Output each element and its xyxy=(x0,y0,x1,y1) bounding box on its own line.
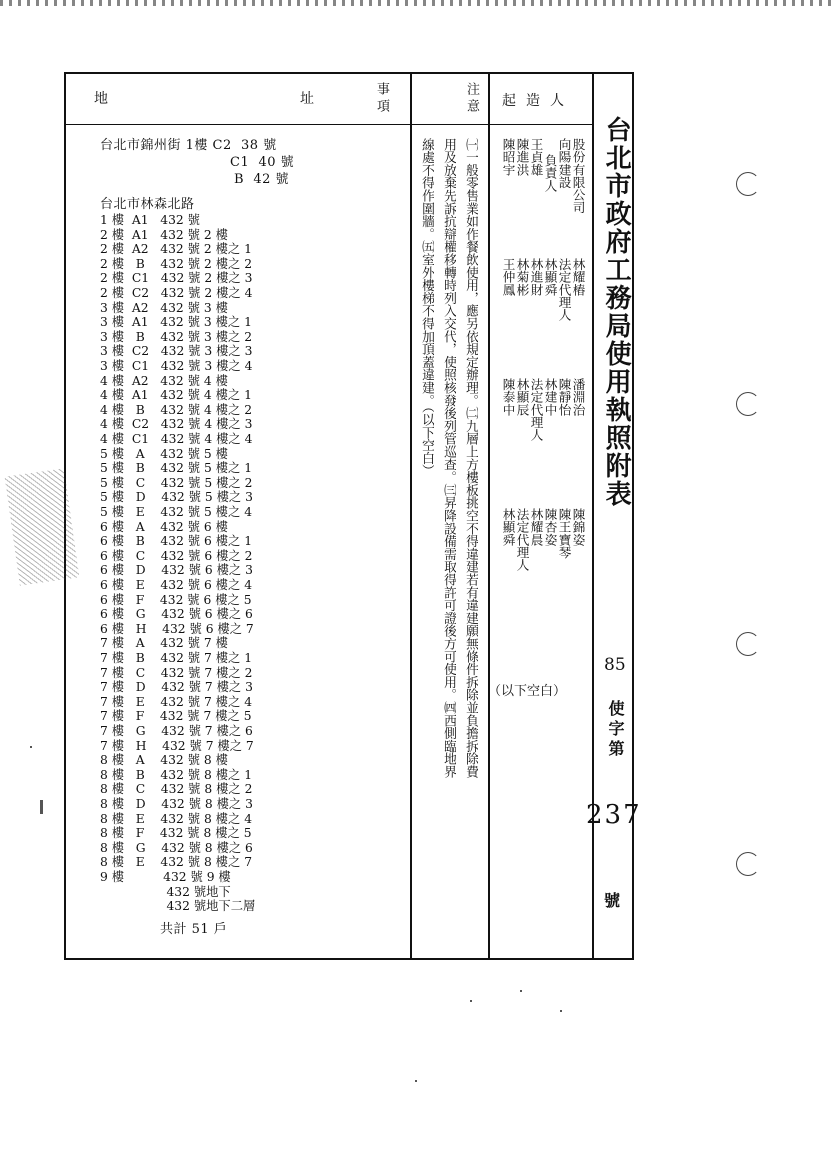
address-unit-row: 8 樓 A 432 號 8 樓 xyxy=(100,753,228,768)
applicant-name: 陳靜怡 xyxy=(556,378,572,416)
permit-word: 使字第 xyxy=(606,700,625,760)
scan-speck xyxy=(520,990,522,992)
applicant-name: 陳杏姿 xyxy=(542,508,558,546)
address-unit-row: 6 樓 A 432 號 6 樓 xyxy=(100,519,228,534)
address-line: 台北市錦州街 1樓 C2 38 號 xyxy=(100,138,277,153)
address-unit-row: 2 樓 A2 432 號 2 樓之 1 xyxy=(100,242,252,257)
address-unit-row: 7 樓 D 432 號 7 樓之 3 xyxy=(100,680,253,695)
document-title: 台北市政府工務局使用執照附表 xyxy=(601,116,632,508)
address-unit-row: 7 樓 G 432 號 7 樓之 6 xyxy=(100,724,253,738)
header-underline xyxy=(64,124,593,125)
address-unit-row: 2 樓 C2 432 號 2 樓之 4 xyxy=(100,286,253,300)
address-unit-row: 8 樓 D 432 號 8 樓之 3 xyxy=(100,797,253,811)
address-unit-row: 7 樓 A 432 號 7 樓 xyxy=(100,636,228,651)
address-unit-row: 5 樓 E 432 號 5 樓之 4 xyxy=(100,505,253,519)
address-unit-row: 5 樓 D 432 號 5 樓之 3 xyxy=(100,490,253,505)
notes-text-column: 線處不得作圍牆。㈤室外樓梯不得加頂蓋違建。（以下空白） xyxy=(419,138,434,478)
address-unit-row: 2 樓 C1 432 號 2 樓之 3 xyxy=(100,271,253,286)
address-unit-row: 5 樓 A 432 號 5 樓 xyxy=(100,446,228,461)
address-unit-row: 7 樓 B 432 號 7 樓之 1 xyxy=(100,651,253,665)
binder-hole-mark xyxy=(736,172,760,196)
applicant-rep-title: 法定代理人 xyxy=(514,508,530,571)
header-matters: 事項 xyxy=(374,82,389,116)
address-unit-row: 3 樓 C1 432 號 3 樓之 4 xyxy=(100,359,253,373)
applicant-name: 林進財 xyxy=(528,258,544,296)
applicant-list xyxy=(500,138,586,692)
header-notes: 注意 xyxy=(464,82,479,116)
scan-speck xyxy=(415,1080,417,1082)
address-line: B 42 號 xyxy=(234,172,289,187)
column-divider-applicant xyxy=(488,72,490,960)
address-unit-row: 5 樓 B 432 號 5 樓之 1 xyxy=(100,461,253,476)
applicant-company: 股份有限公司 xyxy=(570,138,586,214)
applicant-name: 王貞雄 xyxy=(528,138,544,176)
scan-speck xyxy=(30,746,32,748)
applicant-name: 陳昭宇 xyxy=(500,138,516,176)
address-unit-row: 7 樓 C 432 號 7 樓之 2 xyxy=(100,665,253,680)
address-unit-row: 9 樓 432 號 9 樓 xyxy=(100,870,231,884)
address-unit-row: 2 樓 B 432 號 2 樓之 2 xyxy=(100,256,253,271)
scan-speck xyxy=(470,1000,472,1002)
address-unit-row: 1 樓 A1 432 號 xyxy=(100,213,200,227)
address-unit-row: 6 樓 E 432 號 6 樓之 4 xyxy=(100,578,253,592)
address-unit-row: 4 樓 C2 432 號 4 樓之 3 xyxy=(100,417,253,432)
scan-top-edge xyxy=(0,0,832,6)
address-unit-row: 432 號地下二層 xyxy=(100,899,256,914)
applicant-company: 向陽建設 xyxy=(556,138,572,189)
address-unit-row: 8 樓 G 432 號 8 樓之 6 xyxy=(100,840,253,855)
address-unit-row: 6 樓 G 432 號 6 樓之 6 xyxy=(100,607,253,622)
address-unit-row: 6 樓 B 432 號 6 樓之 1 xyxy=(100,534,253,549)
address-line: C1 40 號 xyxy=(230,155,295,170)
applicant-name: 林菊彬 xyxy=(514,258,530,296)
permit-year: 85 xyxy=(604,655,626,675)
applicant-name: 王仲鳳 xyxy=(500,258,516,296)
scan-speck xyxy=(560,1010,562,1012)
address-unit-row: 8 樓 F 432 號 8 樓之 5 xyxy=(100,826,252,841)
binder-hole-mark xyxy=(736,852,760,876)
address-unit-row: 8 樓 E 432 號 8 樓之 7 xyxy=(100,855,253,870)
address-unit-row: 8 樓 B 432 號 8 樓之 1 xyxy=(100,767,253,782)
unit-total: 共計 51 戶 xyxy=(160,922,228,937)
address-unit-row: 6 樓 C 432 號 6 樓之 2 xyxy=(100,548,253,563)
address-unit-row: 8 樓 C 432 號 8 樓之 2 xyxy=(100,782,253,797)
applicant-rep-title: 法定代理人 xyxy=(556,258,572,321)
applicant-name: 林建中 xyxy=(542,378,558,416)
address-unit-row: 4 樓 A1 432 號 4 樓之 1 xyxy=(100,388,252,403)
address-unit-row: 3 樓 C2 432 號 3 樓之 3 xyxy=(100,344,253,359)
permit-suffix: 號 xyxy=(604,891,621,910)
applicant-name: 潘淵治 xyxy=(570,378,586,416)
address-unit-row: 7 樓 E 432 號 7 樓之 4 xyxy=(100,694,253,709)
address-unit-row: 4 樓 B 432 號 4 樓之 2 xyxy=(100,402,253,417)
address-unit-row: 6 樓 D 432 號 6 樓之 3 xyxy=(100,563,253,578)
address-unit-row: 6 樓 F 432 號 6 樓之 5 xyxy=(100,592,252,607)
applicant-name: 林顯舜 xyxy=(542,258,558,296)
applicant-blank-note: （以下空白） xyxy=(488,684,567,699)
address-unit-row: 4 樓 C1 432 號 4 樓之 4 xyxy=(100,432,253,446)
applicant-name: 林顯辰 xyxy=(514,378,530,416)
header-location-1: 地 xyxy=(94,91,108,107)
address-block-title: 台北市林森北路 xyxy=(100,197,195,212)
address-unit-row: 3 樓 A1 432 號 3 樓之 1 xyxy=(100,315,252,330)
address-unit-row: 7 樓 H 432 號 7 樓之 7 xyxy=(100,738,254,753)
applicant-name: 陳泰中 xyxy=(500,378,516,416)
address-unit-row: 5 樓 C 432 號 5 樓之 2 xyxy=(100,475,253,490)
address-unit-row: 6 樓 H 432 號 6 樓之 7 xyxy=(100,621,254,636)
address-unit-row: 3 樓 B 432 號 3 樓之 2 xyxy=(100,329,253,344)
applicant-rep-title: 法定代理人 xyxy=(528,378,544,441)
binder-hole-mark xyxy=(736,632,760,656)
applicant-name: 陳錦姿 xyxy=(570,508,586,546)
applicant-name: 林耀樁 xyxy=(570,258,586,296)
applicant-name: 林顯舜 xyxy=(500,508,516,546)
notes-text-column: ㈠一般零售業如作餐飲使用，應另依規定辦理。㈡九層上方樓板挑空不得違建若有違建願無條件拆除並負擔拆除費 xyxy=(463,138,478,778)
address-unit-row: 3 樓 A2 432 號 3 樓 xyxy=(100,300,228,315)
header-applicant: 起造人 xyxy=(502,93,574,109)
notes-text-column: 用及放棄先訴抗辯權移轉時列入交代，使照核發後列管巡查。㈢昇降設備需取得許可證後方可使用。㈣西側臨地界 xyxy=(441,138,456,778)
applicant-name: 陳王寶琴 xyxy=(556,508,572,559)
address-unit-row: 8 樓 E 432 號 8 樓之 4 xyxy=(100,811,253,826)
address-unit-row: 2 樓 A1 432 號 2 樓 xyxy=(100,227,228,242)
binder-hole-mark xyxy=(736,392,760,416)
applicant-rep-title: 負責人 xyxy=(542,154,558,192)
applicant-name: 林耀晨 xyxy=(528,508,544,546)
scan-speck xyxy=(40,800,43,814)
permit-number: 237 xyxy=(586,800,642,830)
address-unit-row: 4 樓 A2 432 號 4 樓 xyxy=(100,373,228,388)
address-unit-row: 7 樓 F 432 號 7 樓之 5 xyxy=(100,709,252,724)
column-divider-notes xyxy=(410,72,412,960)
applicant-name: 陳進洪 xyxy=(514,138,530,176)
header-location-2: 址 xyxy=(300,91,314,107)
address-unit-row: 432 號地下 xyxy=(100,884,231,899)
